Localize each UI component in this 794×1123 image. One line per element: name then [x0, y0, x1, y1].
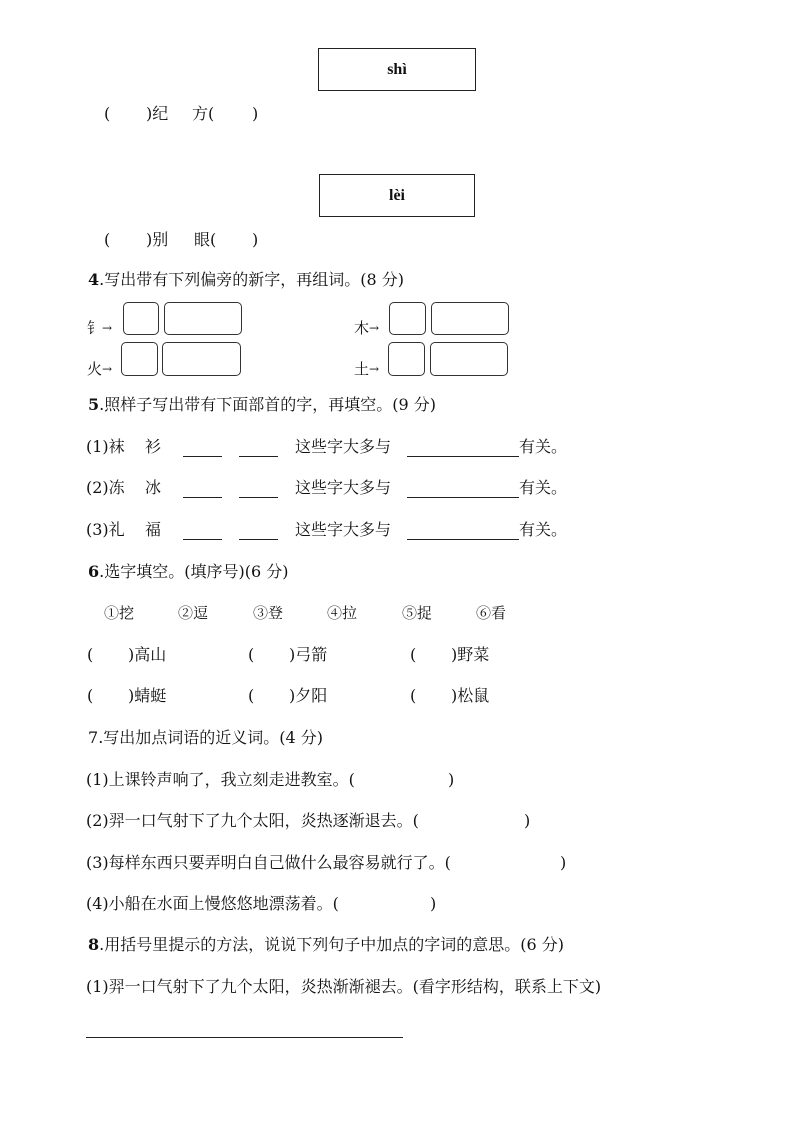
lei-close-paren[interactable]: )	[252, 230, 259, 249]
q5-row2-end: 有关。	[519, 478, 568, 497]
q5-row1-label: (1)袜	[86, 437, 125, 456]
q6-r1-paren-1[interactable]: (	[87, 645, 94, 664]
char-box-mu[interactable]	[389, 302, 426, 335]
q6-r1-word-1: )高山	[128, 645, 167, 664]
q7-item-3-close[interactable]: )	[560, 853, 567, 872]
q6-r1-paren-2[interactable]: (	[248, 645, 255, 664]
q6-title-text: .选字填空。(填序号)(6 分)	[99, 562, 289, 581]
q6-r2-paren-1[interactable]: (	[87, 686, 94, 705]
radical-jin: 钅	[87, 319, 103, 337]
q5-row1-text: 这些字大多与	[295, 437, 392, 456]
q6-option-2: ②逗	[178, 604, 209, 622]
pinyin-box-shi	[318, 48, 476, 91]
q5-row3-blank2[interactable]	[239, 539, 278, 540]
char-box-huo[interactable]	[121, 342, 158, 376]
q6-r2-word-2: )夕阳	[289, 686, 328, 705]
q4-number: 4	[88, 270, 100, 289]
q6-r2-paren-3[interactable]: (	[410, 686, 417, 705]
q6-number: 6	[88, 562, 100, 581]
q7-item-2-close[interactable]: )	[524, 811, 531, 830]
q5-row3-end: 有关。	[519, 520, 568, 539]
word-box-mu[interactable]	[431, 302, 509, 335]
q5-row1-blank2[interactable]	[239, 456, 278, 457]
word-box-huo[interactable]	[162, 342, 241, 376]
q5-row1-char2: 衫	[145, 437, 162, 456]
q6-r1-word-2: )弓箭	[289, 645, 328, 664]
lei-open-paren[interactable]: (	[104, 230, 111, 249]
arrow-icon: →	[369, 362, 380, 376]
q5-title-text: .照样子写出带有下面部首的字，再填空。(9 分)	[99, 395, 436, 414]
q6-option-1: ①挖	[104, 604, 135, 622]
q6-option-5: ⑤捉	[402, 604, 433, 622]
q5-row3-blank3[interactable]	[407, 539, 519, 540]
q7-item-1: (1)上课铃声响了，我立刻走进教室。(	[86, 770, 355, 789]
q4-title-text: .写出带有下列偏旁的新字，再组词。(8 分)	[99, 270, 404, 289]
shi-open-paren[interactable]: (	[104, 104, 111, 123]
radical-tu: 土	[354, 360, 370, 378]
q6-option-4: ④拉	[327, 604, 358, 622]
shi-word-1: )纪	[146, 104, 169, 123]
q5-row3-char2: 福	[145, 520, 162, 539]
q6-option-6: ⑥看	[476, 604, 507, 622]
q8-title	[88, 935, 564, 955]
q6-r2-word-1: )蜻蜓	[128, 686, 167, 705]
q6-option-3: ③登	[253, 604, 284, 622]
lei-word-2: 眼(	[194, 230, 217, 249]
q5-row1-blank1[interactable]	[183, 456, 222, 457]
shi-word-2: 方(	[192, 104, 215, 123]
q8-number: 8	[88, 935, 100, 954]
q5-row2-blank2[interactable]	[239, 497, 278, 498]
radical-huo: 火	[87, 360, 103, 378]
q8-title-text: .用括号里提示的方法，说说下列句子中加点的字词的意思。(6 分)	[99, 935, 564, 954]
q6-r2-word-3: )松鼠	[451, 686, 490, 705]
char-box-jin[interactable]	[123, 302, 159, 335]
q6-title	[88, 562, 288, 582]
pinyin-box-lei	[319, 174, 475, 217]
q6-r2-paren-2[interactable]: (	[248, 686, 255, 705]
q6-r1-word-3: )野菜	[451, 645, 490, 664]
q5-row1-blank3[interactable]	[407, 456, 519, 457]
q7-item-4-close[interactable]: )	[430, 894, 437, 913]
arrow-icon: →	[369, 321, 380, 335]
q7-item-4: (4)小船在水面上慢悠悠地漂荡着。(	[86, 894, 339, 913]
q8-item-1: (1)羿一口气射下了九个太阳，炎热渐渐褪去。(看字形结构，联系上下文)	[86, 977, 602, 996]
word-box-jin[interactable]	[164, 302, 242, 335]
q7-item-1-close[interactable]: )	[448, 770, 455, 789]
q7-number: 7	[88, 728, 99, 747]
q5-row2-text: 这些字大多与	[295, 478, 392, 497]
pinyin-shi: shì	[387, 60, 407, 78]
pinyin-lei: lèi	[389, 186, 405, 204]
q7-title-text: .写出加点词语的近义词。(4 分)	[98, 728, 324, 747]
lei-word-1: )别	[146, 230, 169, 249]
q5-row3-blank1[interactable]	[183, 539, 222, 540]
char-box-tu[interactable]	[388, 342, 425, 376]
arrow-icon: →	[102, 362, 113, 376]
q7-item-2: (2)羿一口气射下了九个太阳，炎热逐渐退去。(	[86, 811, 419, 830]
q5-row2-label: (2)冻	[86, 478, 125, 497]
q5-row2-char2: 冰	[145, 478, 162, 497]
q5-number: 5	[88, 395, 100, 414]
q7-item-3: (3)每样东西只要弄明白自己做什么最容易就行了。(	[86, 853, 451, 872]
q6-r1-paren-3[interactable]: (	[410, 645, 417, 664]
word-box-tu[interactable]	[430, 342, 508, 376]
q5-row1-end: 有关。	[519, 437, 568, 456]
q5-row3-text: 这些字大多与	[295, 520, 392, 539]
shi-close-paren[interactable]: )	[252, 104, 259, 123]
q4-title	[88, 270, 404, 290]
q7-title	[88, 728, 323, 748]
arrow-icon: →	[102, 321, 113, 335]
answer-line[interactable]	[86, 1037, 403, 1038]
q5-title	[88, 395, 436, 415]
radical-mu: 木	[354, 319, 370, 337]
q5-row2-blank3[interactable]	[407, 497, 519, 498]
q5-row3-label: (3)礼	[86, 520, 125, 539]
q5-row2-blank1[interactable]	[183, 497, 222, 498]
